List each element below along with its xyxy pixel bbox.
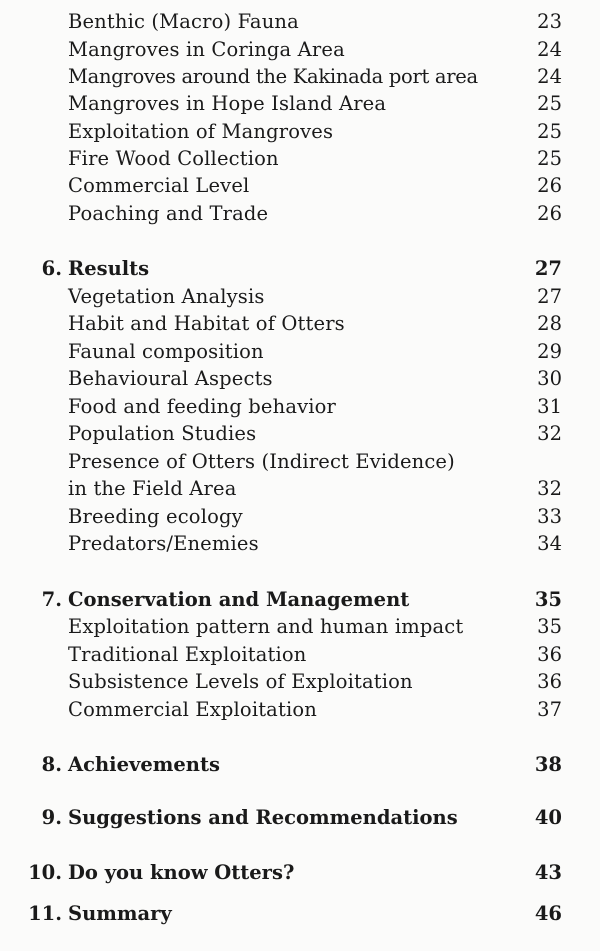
toc-entry-title: Vegetation Analysis — [68, 285, 265, 308]
toc-entry — [0, 172, 600, 199]
toc-entry-title: Benthic (Macro) Fauna — [68, 10, 299, 33]
toc-section-title: Suggestions and Recommendations — [68, 806, 458, 829]
toc-entry — [0, 420, 600, 447]
toc-section-results — [0, 255, 600, 282]
toc-entry — [0, 338, 600, 365]
toc-entry-title: Mangroves in Coringa Area — [68, 38, 345, 61]
toc-entry-page: 36 — [537, 643, 562, 666]
toc-entry-title: Traditional Exploitation — [68, 643, 307, 666]
toc-section-achievements — [0, 751, 600, 778]
toc-entry — [0, 448, 600, 475]
toc-entry — [0, 118, 600, 145]
toc-entry — [0, 393, 600, 420]
toc-section-title: Results — [68, 257, 150, 280]
toc-section-summary — [0, 900, 600, 927]
toc-section-number: 10. — [28, 861, 62, 884]
toc-entry-page: 25 — [537, 120, 562, 143]
toc-section-number: 6. — [41, 257, 62, 280]
toc-entry-title: Mangroves in Hope Island Area — [68, 92, 387, 115]
toc-entry-page: 23 — [537, 10, 562, 33]
toc-entry-title: Commercial Exploitation — [68, 698, 317, 721]
toc-entry — [0, 145, 600, 172]
toc-entry-page: 37 — [537, 698, 562, 721]
toc-entry — [0, 36, 600, 63]
toc-entry-page: 24 — [537, 38, 562, 61]
toc-section-number: 7. — [41, 588, 62, 611]
toc-entry — [0, 283, 600, 310]
toc-section-title: Conservation and Management — [68, 588, 410, 611]
toc-entry-page: 33 — [537, 505, 562, 528]
toc-entry-page: 26 — [537, 174, 562, 197]
toc-entry-title: Exploitation pattern and human impact — [68, 615, 464, 638]
toc-entry — [0, 365, 600, 392]
toc-entry-page: 27 — [537, 285, 562, 308]
toc-entry — [0, 503, 600, 530]
toc-entry-title: Exploitation of Mangroves — [68, 120, 334, 143]
toc-entry-title: Fire Wood Collection — [68, 147, 279, 170]
toc-entry-page: 32 — [537, 477, 562, 500]
toc-entry-page: 29 — [537, 340, 562, 363]
toc-entry-page: 32 — [537, 422, 562, 445]
toc-entry-title: Poaching and Trade — [68, 202, 269, 225]
toc-entry — [0, 696, 600, 723]
toc-section-page: 46 — [534, 902, 562, 925]
toc-entry-page: 35 — [537, 615, 562, 638]
toc-entry-title: Food and feeding behavior — [68, 395, 337, 418]
toc-entry-title: Behavioural Aspects — [68, 367, 273, 390]
toc-section-title: Summary — [68, 902, 172, 925]
toc-entry-page: 24 — [537, 65, 562, 88]
toc-entry-page: 25 — [537, 147, 562, 170]
toc-entry — [0, 90, 600, 117]
toc-section-suggestions — [0, 804, 600, 831]
toc-entry-page: 34 — [537, 532, 562, 555]
toc-section-title: Achievements — [68, 753, 220, 776]
toc-section-conservation — [0, 586, 600, 613]
toc-entry-title: Mangroves around the Kakinada port area — [68, 65, 478, 88]
toc-entry-page: 30 — [537, 367, 562, 390]
toc-entry-page: 26 — [537, 202, 562, 225]
toc-section-number: 9. — [41, 806, 62, 829]
toc-entry-title: Population Studies — [68, 422, 257, 445]
toc-entry-page: 25 — [537, 92, 562, 115]
toc-entry — [0, 668, 600, 695]
toc-entry — [0, 530, 600, 557]
toc-entry-page: 31 — [537, 395, 562, 418]
toc-entry-title: Commercial Level — [68, 174, 250, 197]
toc-entry-title: Faunal composition — [68, 340, 264, 363]
toc-section-page: 38 — [534, 753, 562, 776]
toc-section-page: 27 — [534, 257, 562, 280]
toc-section-page: 35 — [534, 588, 562, 611]
toc-section-number: 8. — [41, 753, 62, 776]
toc-entry — [0, 475, 600, 502]
toc-entry — [0, 613, 600, 640]
toc-entry — [0, 641, 600, 668]
toc-entry-page: 28 — [537, 312, 562, 335]
toc-entry — [0, 310, 600, 337]
toc-entry-title: Habit and Habitat of Otters — [68, 312, 345, 335]
toc-section-page: 40 — [534, 806, 562, 829]
toc-entry-title: Subsistence Levels of Exploitation — [68, 670, 413, 693]
toc-section-title: Do you know Otters? — [68, 861, 295, 884]
toc-entry — [0, 63, 600, 90]
toc-entry-page: 36 — [537, 670, 562, 693]
toc-entry-title: Predators/Enemies — [68, 532, 259, 555]
toc-entry-title: Presence of Otters (Indirect Evidence) — [68, 450, 455, 473]
toc-section-number: 11. — [28, 902, 62, 925]
toc-section-page: 43 — [534, 861, 562, 884]
toc-section-do-you-know-otters — [0, 859, 600, 886]
toc-entry-title: in the Field Area — [68, 477, 237, 500]
toc-entry — [0, 8, 600, 35]
toc-entry — [0, 200, 600, 227]
toc-entry-title: Breeding ecology — [68, 505, 243, 528]
